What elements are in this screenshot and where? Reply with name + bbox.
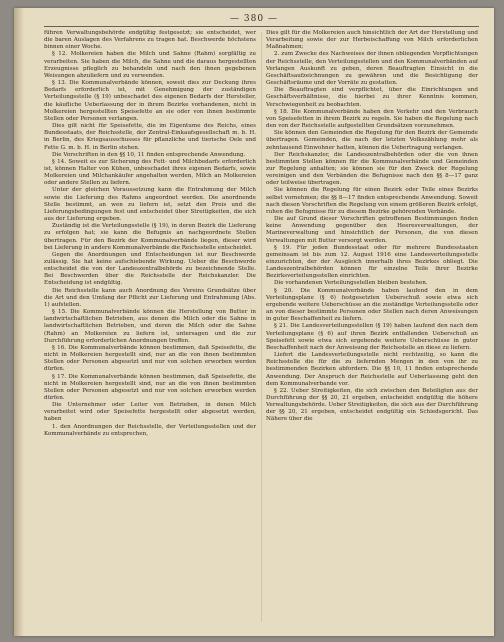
paragraph: Die Unternehmer oder Leiter von Betrieben, in denen Milch verarbeitet wird oder Speisefette hergestellt oder abgesetzt werden, haben [44,402,256,423]
left-text-column [44,30,256,626]
paragraph: führen Verwaltungsbehörde endgültig festgesetzt; sie entscheidet, wer die baren Auslagen des Verfahrens zu tragen hat. Beschwerde höchstens binnen einer Woche. [44,30,256,51]
paragraph: § 15. Die Kommunalverbände können die Herstellung von Butter in landwirtschaftlichen Betrieben, aus denen die Milch oder die Sahne in landwirtschaftlichen Betrieben, und deren die Milch oder die Sahne (Rahm) an Molkereien zu liefern ist, untersagen und die zur Durchführung erforderlichen Anordnungen treffen. [44,309,256,344]
paragraph: Die Beauftragten sind verpflichtet, über die Einrichtungen und Geschäftsverhältnisse, die hierbei zu ihrer Kenntnis kommen, Verschwiegenheit zu beobachten. [266,87,478,108]
paragraph: Unter der gleichen Voraussetzung kann die Entrahmung der Milch sowie die Lieferung des Rahms angeordnet werden. Die anordnende Stelle bestimmt, an wen zu liefern ist, setzt den Preis und die Lieferungsbedingungen fest und entscheidet über Streitigkeiten, die sich aus der Lieferung ergeben. [44,187,256,223]
paragraph: § 21. Die Landesverteilungsstellen (§ 19) haben laufend den nach dem Verteilungsplane (§ 6) auf ihren Bezirk entfallenden Ueberschuß an Speisefett sowie etwa sich ergebende weitere Ueberschüsse in guter Beschaffenheit nach der Anweisung der Reichsstelle an diese zu liefern. [266,323,478,351]
column-gutter [261,32,262,622]
paragraph: § 19. Für jeden Bundesstaat oder für mehrere Bundesstaaten gemeinsam ist bis zum 12. August 1916 eine Landesverteilungsstelle einzurichten, der der Ausgleich innerhalb ihres Bezirkes obliegt. Die Landeszentralbehörden können für einzelne Teile ihrer Bezirke Bezirksverteilungsstellen einrichten. [266,244,478,280]
paragraph: § 17. Die Kommunalverbände können bestimmen, daß Speisefette, die nicht in Molkereien hergestellt sind, nur an die von ihnen bestimmten Stellen oder Personen abgesetzt und nur von solchen erworben werden dürfen. [44,373,256,401]
paragraph: § 12. Molkereien haben die Milch und Sahne (Rahm) sorgfältig zu verarbeiten. Sie haben die Milch, die Sahne und die daraus hergestellten Erzeugnisse pfleglich zu behandeln und nach den ihnen gegebenen Weisungen abzuliefern und zu verwenden. [44,51,256,79]
paragraph: § 16. Die Kommunalverbände können bestimmen, daß Speisefette, die nicht in Molkereien hergestellt sind, nur an die von ihnen bestimmten Stellen oder Personen abgesetzt und nur von solchen erworben werden dürfen. [44,344,256,373]
paragraph: § 20. Die Kommunalverbände haben laufend den in dem Verteilungsplane (§ 6) festgesetzten Ueberschuß sowie etwa sich ergebende weitere Ueberschüsse an die zuständige Verteilungsstelle oder an von dieser bestimmte Personen oder Stellen nach deren Anweisungen in guter Beschaffenheit zu liefern. [266,287,478,323]
paragraph: Liefert die Landesverteilungsstelle nicht rechtzeitig, so kann die Reichsstelle die für die zu liefernden Mengen in den von ihr zu bestimmenden Bezirken abfordern. Die §§ 10, 11 finden entsprechende Anwendung. Der Anspruch der Reichsstelle auf Ueberlassung geht den dem Kommunalverbande vor. [266,352,478,387]
paragraph: Die Vorschriften in den §§ 10, 11 finden entsprechende Anwendung. [52,151,246,158]
paragraph: Zuständig ist die Verteilungsstelle (§ 19), in deren Bezirk die Lieferung zu erfolgen hat; sie kann die Befugnis an nachgeordnete Stellen übertragen. Für den Bezirk der Kommunalverbände liegen, dieser wird bei Lieferung in andere Kommunalverbände die Reichsstelle entscheidet. [44,223,256,251]
paragraph: 1. den Anordnungen der Reichsstelle, der Verteilungsstellen und der Kommunalverbände zu entsprechen, [44,423,256,437]
paragraph: Sie können den Gemeinden die Regelung für den Bezirk der Gemeinde übertragen. Gemeinden, die nach der letzten Volkszählung mehr als zehntausend Einwohner hatten, können die Uebertragung verlangen. [266,130,478,151]
paragraph: § 22. Ueber Streitigkeiten, die sich zwischen den Beteiligten aus der Durchführung der §§ 20, 21 ergeben, entscheidet endgültig die höhere Verwaltungsbehörde. Ueber Streitigkeiten, die sich aus der Durchführung der §§ 20, 21 ergeben, entscheidet endgültig ein Schiedsgericht. Das Nähere über die [266,387,478,423]
paragraph: 2. zum Zwecke des Nachweises der ihnen obliegenden Verpflichtungen der Reichsstelle, den Verteilungsstellen und den Kommunalverbänden auf Verlangen Auskunft zu geben, deren Beauftragten Einsicht in die Geschäftsaufzeichnungen zu gewähren und die Besichtigung der Geschäftsräume und der Vorräte zu gestatten. [266,51,478,87]
paragraph: Gegen die Anordnungen und Entscheidungen ist nur Beschwerde zulässig. Sie hat keine aufschiebende Wirkung. Ueber die Beschwerde entscheidet die von der Landeszentralbehörde zu bezeichnende Stelle. Bei Beschwerden über die Reichsstelle der Reichskanzler. Die Entscheidung ist endgültig. [44,251,256,287]
paragraph: § 13. Die Kommunalverbände können, soweit dies zur Deckung ihres Bedarfs erforderlich ist, mit Genehmigung der zuständigen Verteilungsstelle (§ 19) unbeschadet des eigenen Bedarfs der Hersteller, die käufliche Ueberlassung der in ihrem Bezirke vorhandenen, nicht in Molkereien hergestellten Speisefette an sie oder von ihnen bestimmte Stellen oder Personen verlangen. [44,80,256,122]
paragraph: Die Reichsstelle kann auch Anordnung des Vereins Grundsätze über die Art und den Umfang der Pflicht zur Lieferung und Entrahmung (Abs. 1) aufstellen. [44,287,256,308]
right-text-column [266,30,478,626]
paragraph: § 18. Die Kommunalverbände haben den Verkehr und den Verbrauch von Speisefetten in ihrem Bezirk zu regeln. Sie haben die Regelung nach den von der Reichsstelle aufgestellten Grundsätzen vorzunehmen. [266,108,478,130]
paragraph: Dies gilt für die Molkereien auch hinsichtlich der Art der Herstellung und Verarbeitung sowie der zur Herbeischaffung von Milch erforderlichen Maßnahmen; [266,30,478,51]
paragraph: § 14. Soweit es zur Sicherung des Fett- und Milchbedarfs erforderlich ist, können Halter von Kühen, unbeschadet ihres eigenen Bedarfs, sowie Molkereien und Milchankäufer angehalten werden, Milch an Molkereien oder andere Stellen zu liefern. [44,158,256,187]
paragraph: Sie können die Regelung für einen Bezirk oder Teile eines Bezirks selbst vornehmen; die §§ 8—17 finden entsprechende Anwendung. Soweit nach diesen Vorschriften die Regelung von einem größeren Bezirk erfolgt, ruhen die Befugnisse für zu diesem Bezirke gehörenden Verbände. [266,187,478,215]
header-rule [44,26,479,27]
page-binding-shadow [14,8,24,636]
page-number: — 380 — [230,14,278,24]
paragraph: Die vorhandenen Verteilungsstellen bleiben bestehen. [274,280,428,287]
paragraph: Der Reichskanzler, die Landeszentralbehörden oder die von ihnen bestimmten Stellen können für die Kommunalverbände und Gemeinden zur Regelung anhalten; sie können sie für den Zweck der Regelung vereinigen und den Verbänden die Befugnisse nach den §§ 8—17 ganz oder teilweise übertragen. [266,151,478,187]
document-page [14,8,494,636]
paragraph: Die auf Grund dieser Vorschriften getroffenen Bestimmungen finden keine Anwendung gegenüber den Heeresverwaltungen, der Marineverwaltung und hinsichtlich der Personen, die von diesen Verwaltungen mit Butter versorgt werden. [266,216,478,244]
paragraph: Dies gilt nicht für Speisefette, die im Eigentume des Reichs, eines Bundesstaats, der Reichsstelle, der Zentral-Einkaufsgesellschaft m. b. H. in Berlin, des Kriegsausschusses für pflanzliche und tierische Oele und Fette G. m. b. H. in Berlin stehen. [44,123,256,151]
